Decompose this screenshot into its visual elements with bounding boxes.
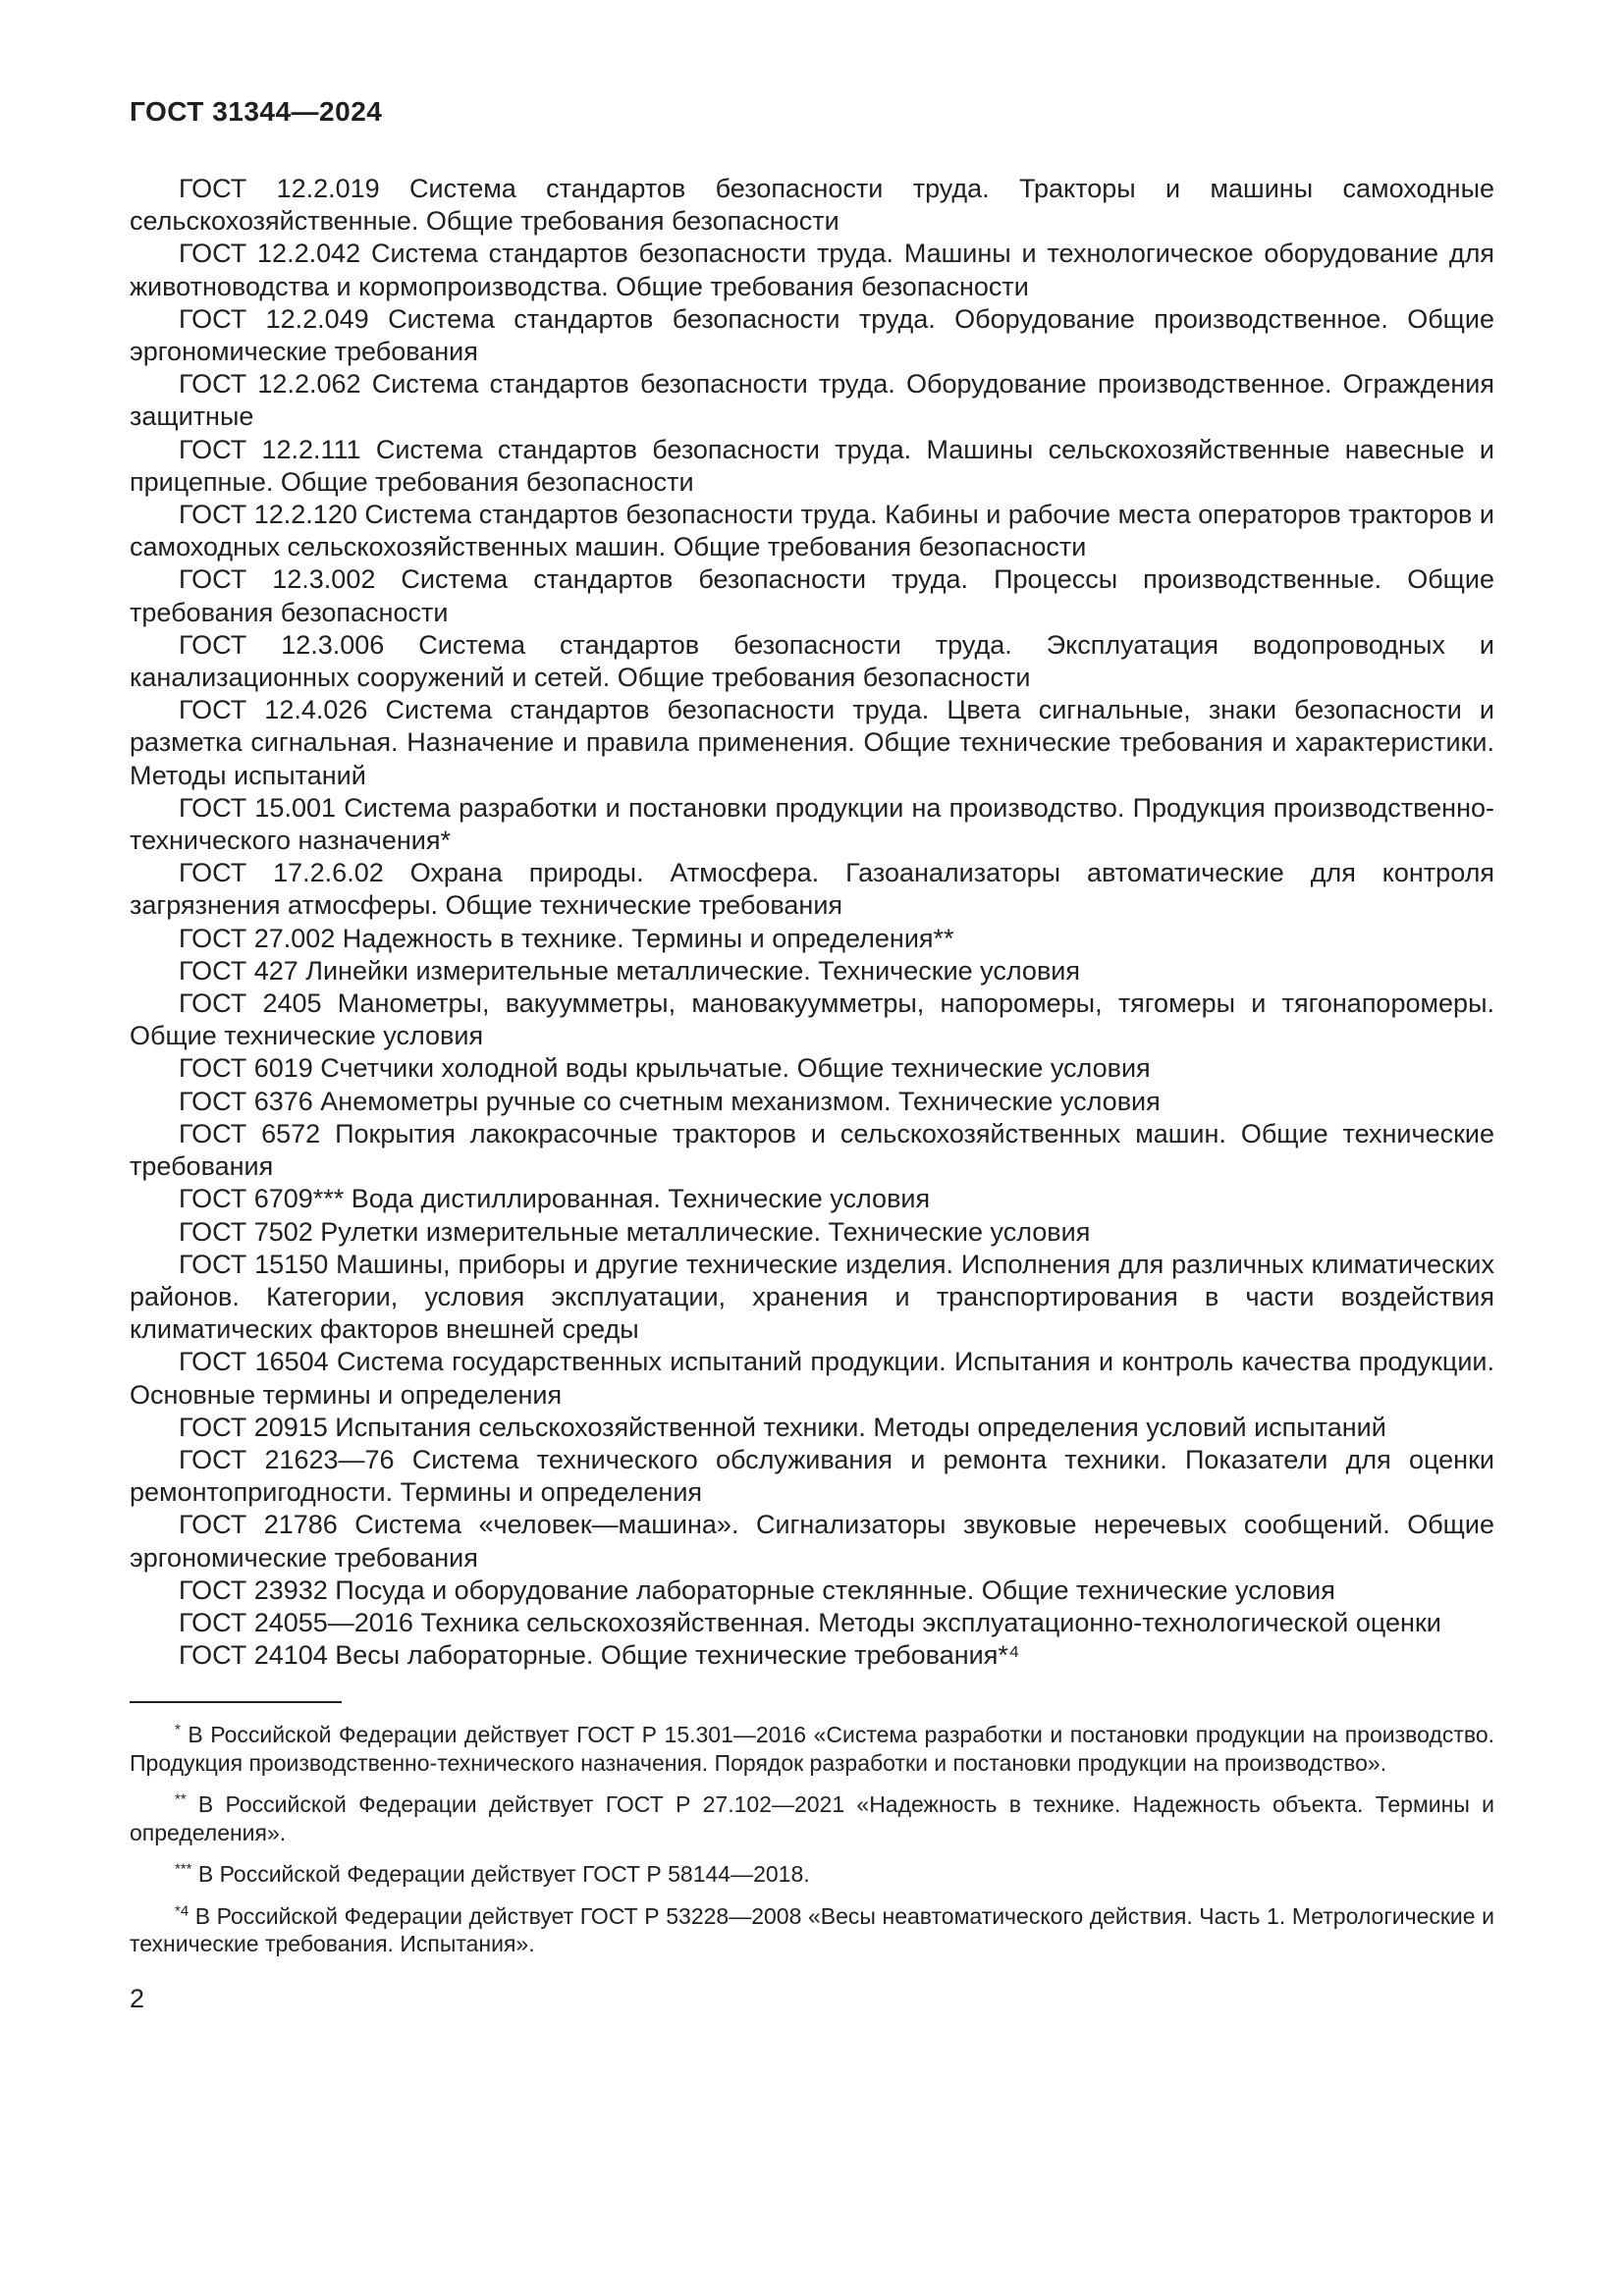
standard-reference: ГОСТ 12.2.120 Система стандартов безопасности труда. Кабины и рабочие места операторов тракторов и самоходных сельскохозяйственных машин. Общие требования безопасности bbox=[130, 500, 1494, 562]
standard-reference: ГОСТ 6709*** Вода дистиллированная. Технические условия bbox=[179, 1184, 931, 1214]
footnote: $^{*4}$ В Российской Федерации действует ГОСТ Р 53228—2008 «Весы неавтоматического действия. Часть 1. Метрологические и технические требования. Испытания». bbox=[130, 1902, 1494, 1957]
standard-reference: ГОСТ 12.2.049 Система стандартов безопасности труда. Оборудование производственное. Общие эргономические требования bbox=[130, 303, 1494, 367]
standard-reference: ГОСТ 7502 Рулетки измерительные металлические. Технические условия bbox=[179, 1216, 1091, 1247]
footnote-marker: ** bbox=[175, 1790, 187, 1808]
footnote-marker: *** bbox=[175, 1860, 192, 1878]
standard-reference: ГОСТ 20915 Испытания сельскохозяйственной техники. Методы определения условий испытаний bbox=[179, 1412, 1386, 1442]
standard-reference: ГОСТ 24055—2016 Техника сельскохозяйственная. Методы эксплуатационно-технологической оценки bbox=[179, 1607, 1441, 1637]
page-number: 2 bbox=[130, 1983, 145, 2013]
references-list bbox=[130, 173, 1494, 1672]
standard-reference: ГОСТ 21786 Система «человек—машина». Сигнализаторы звуковые неречевых сообщений. Общие эргономические требования bbox=[130, 1510, 1494, 1573]
standard-reference: ГОСТ 15150 Машины, приборы и другие технические изделия. Исполнения для различных климатических районов. Категории, условия эксплуатации, хранения и транспортирования в части воздействия климатических факторов внешней среды bbox=[130, 1249, 1494, 1345]
standard-reference: ГОСТ 27.002 Надежность в технике. Термины и определения** bbox=[179, 923, 954, 953]
standard-reference: ГОСТ 12.3.002 Система стандартов безопасности труда. Процессы производственные. Общие требования безопасности bbox=[130, 564, 1494, 627]
document-header: ГОСТ 31344—2024 bbox=[130, 96, 383, 127]
standard-reference: ГОСТ 12.2.062 Система стандартов безопасности труда. Оборудование производственное. Ограждения защитные bbox=[130, 369, 1494, 432]
footnote-marker: *4 bbox=[175, 1902, 189, 1920]
standard-reference: ГОСТ 427 Линейки измерительные металлические. Технические условия bbox=[179, 955, 1080, 986]
standard-reference: ГОСТ 21623—76 Система технического обслуживания и ремонта техники. Показатели для оценки ремонтопригодности. Термины и определения bbox=[130, 1444, 1494, 1508]
standard-reference: ГОСТ 2405 Манометры, вакуумметры, мановакуумметры, напоромеры, тягомеры и тягонапоромеры. Общие технические условия bbox=[130, 988, 1494, 1051]
footnote: * В Российской Федерации действует ГОСТ Р 15.301—2016 «Система разработки и постановки продукции на производство. Продукция производственно-технического назначения. Порядок разработки и постановки продукции на производство». bbox=[130, 1721, 1494, 1776]
standard-reference: ГОСТ 12.2.042 Система стандартов безопасности труда. Машины и технологическое оборудование для животноводства и кормопроизводства. Общие требования безопасности bbox=[130, 239, 1494, 301]
standard-reference: ГОСТ 15.001 Система разработки и постановки продукции на производство. Продукция производственно-технического назначения* bbox=[130, 792, 1494, 856]
standard-reference: ГОСТ 16504 Система государственных испытаний продукции. Испытания и контроль качества продукции. Основные термины и определения bbox=[130, 1347, 1494, 1410]
footnotes-section bbox=[130, 1721, 1494, 1958]
footnote-marker: * bbox=[175, 1721, 181, 1738]
footnote: ** В Российской Федерации действует ГОСТ Р 27.102—2021 «Надежность в технике. Надежность объекта. Термины и определения». bbox=[130, 1790, 1494, 1845]
standard-reference: ГОСТ 12.2.019 Система стандартов безопасности труда. Тракторы и машины самоходные сельскохозяйственные. Общие требования безопасности bbox=[130, 174, 1494, 237]
standard-reference: ГОСТ 12.4.026 Система стандартов безопасности труда. Цвета сигнальные, знаки безопасности и разметка сигнальная. Назначение и правила применения. Общие технические требования и характеристики. Методы испытаний bbox=[130, 695, 1494, 790]
standard-reference: ГОСТ 17.2.6.02 Охрана природы. Атмосфера. Газоанализаторы автоматические для контроля загрязнения атмосферы. Общие технические требования bbox=[130, 858, 1494, 921]
standard-reference: ГОСТ 6019 Счетчики холодной воды крыльчатые. Общие технические условия bbox=[179, 1053, 1151, 1084]
standard-reference: ГОСТ 23932 Посуда и оборудование лабораторные стеклянные. Общие технические условия bbox=[179, 1575, 1335, 1605]
standard-reference: ГОСТ 24104 Весы лабораторные. Общие технические требования*⁴ bbox=[179, 1640, 1020, 1671]
footnote: *** В Российской Федерации действует ГОСТ Р 58144—2018. bbox=[175, 1860, 810, 1888]
standard-reference: ГОСТ 12.3.006 Система стандартов безопасности труда. Эксплуатация водопроводных и канализационных сооружений и сетей. Общие требования безопасности bbox=[130, 629, 1494, 693]
standard-reference: ГОСТ 6572 Покрытия лакокрасочные тракторов и сельскохозяйственных машин. Общие технические требования bbox=[130, 1118, 1494, 1182]
standard-reference: ГОСТ 12.2.111 Система стандартов безопасности труда. Машины сельскохозяйственные навесные и прицепные. Общие требования безопасности bbox=[130, 434, 1494, 497]
footnote-separator bbox=[130, 1701, 342, 1703]
standard-reference: ГОСТ 6376 Анемометры ручные со счетным механизмом. Технические условия bbox=[179, 1086, 1161, 1116]
